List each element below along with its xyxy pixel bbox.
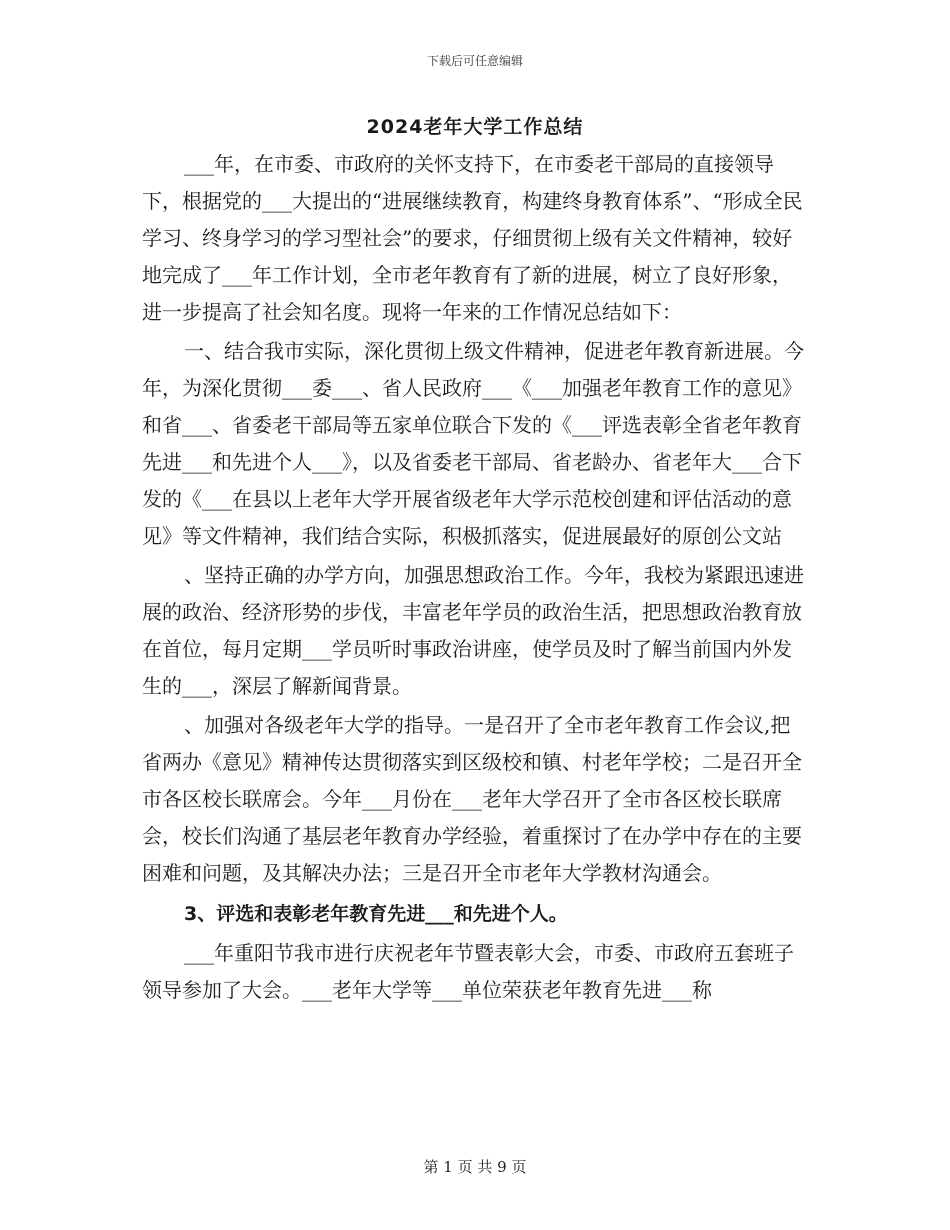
paragraph-awards: ___年重阳节我市进行庆祝老年节暨表彰大会，市委、市政府五套班子领导参加了大会。___老年大学等___单位荣获老年教育先进___称 [142,941,794,1002]
paragraph-political-work: 、坚持正确的办学方向，加强思想政治工作。今年，我校为紧跟迅速进展的政治、经济形势的步伐，丰富老年学员的政治生活，把思想政治教育放在首位，每月定期___学员听时事政治讲座，使学员及时了解当前国内外发生的___，深层了解新闻背景。 [142,563,804,698]
paragraph-intro: ___年，在市委、市政府的关怀支持下，在市委老干部局的直接领导下，根据党的___大提出的“进展继续教育，构建终身教育体系”、“形成全民学习、终身学习的学习型社会”的要求，仔细贯彻上级有关文件精神，较好地完成了___年工作计划，全市老年教育有了新的进展，树立了良好形象，进一步提高了社会知名度。现将一年来的工作情况总结如下： [142,152,803,324]
document-title: 2024老年大学工作总结 [366,116,584,138]
page-footer: 第 1 页 共 9 页 [423,1158,527,1176]
header-note: 下载后可任意编辑 [426,54,523,68]
paragraph-guidance: 、加强对各级老年大学的指导。一是召开了全市老年教育工作会议,把省两办《意见》精神传达贯彻落实到区级校和镇、村老年学校；二是召开全市各区校长联席会。今年___月份在___老年大学召开了全市各区校长联席会，校长们沟通了基层老年教育办学经验，着重探讨了在办学中存在的主要困难和问题，及其解决办法；三是召开全市老年大学教材沟通会。 [142,713,802,885]
paragraph-section-1: 一、结合我市实际，深化贯彻上级文件精神，促进老年教育新进展。今年，为深化贯彻___委___、省人民政府___《___加强老年教育工作的意见》和省___、省委老干部局等五家单位联合下发的《___评选表彰全省老年教育先进___和先进个人___》，以及省委老干部局、省老龄办、省老年大___合下发的《___在县以上老年大学开展省级老年大学示范校创建和评估活动的意见》等文件精神，我们结合实际，积极抓落实，促进展最好的原创公文站 [142,339,804,548]
subheading-awards: 3、评选和表彰老年教育先进___和先进个人。 [184,903,568,925]
document-body [142,146,810,1009]
